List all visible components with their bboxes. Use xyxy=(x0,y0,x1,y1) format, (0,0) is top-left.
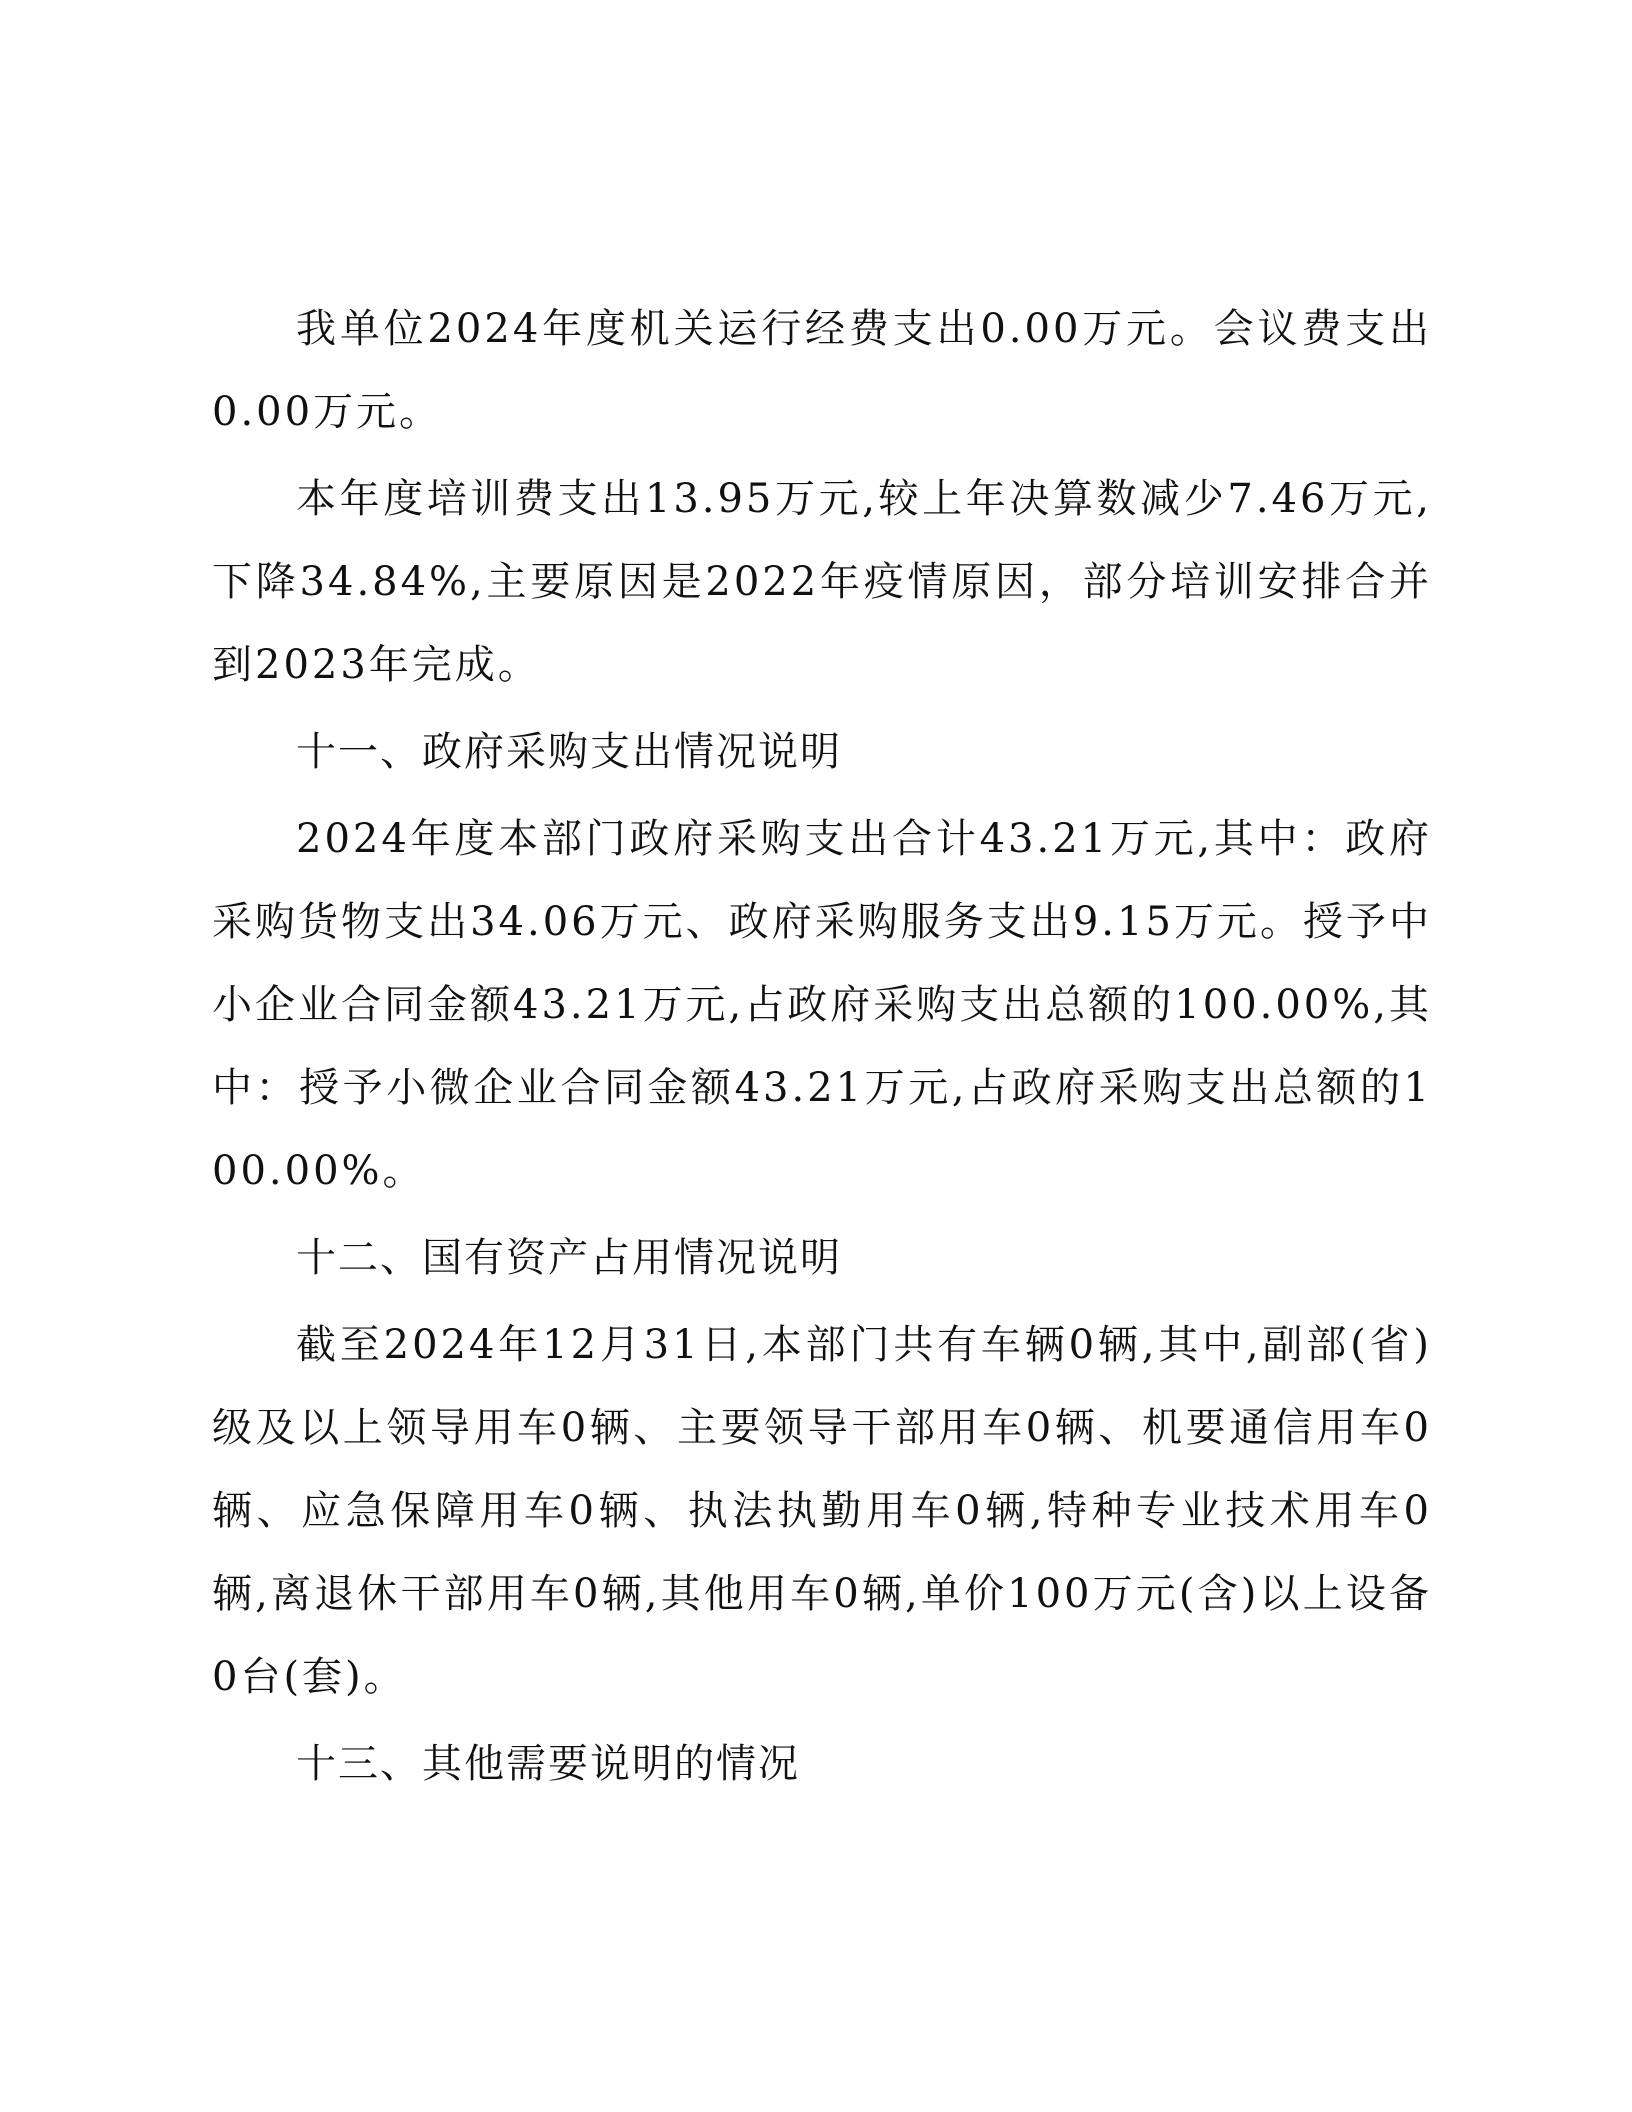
heading-state-assets: 十二、国有资产占用情况说明 xyxy=(296,1235,842,1281)
paragraph-training-expenses: 本年度培训费支出13.95万元,较上年决算数减少7.46万元,下降34.84%,主要原因是2022年疫情原因，部分培训安排合并到2023年完成。 xyxy=(212,476,1432,688)
heading-government-procurement: 十一、政府采购支出情况说明 xyxy=(296,729,842,775)
paragraph-state-assets: 截至2024年12月31日,本部门共有车辆0辆,其中,副部(省)级及以上领导用车0辆、主要领导干部用车0辆、机要通信用车0辆、应急保障用车0辆、执法执勤用车0辆,特种专业技术用车0辆,离退休干部用车0辆,其他用车0辆,单价100万元(含)以上设备0台(套)。 xyxy=(212,1322,1432,1700)
paragraph-operating-expenses: 我单位2024年度机关运行经费支出0.00万元。会议费支出0.00万元。 xyxy=(212,306,1432,435)
paragraph-government-procurement: 2024年度本部门政府采购支出合计43.21万元,其中：政府采购货物支出34.06万元、政府采购服务支出9.15万元。授予中小企业合同金额43.21万元,占政府采购支出总额的100.00%,其中：授予小微企业合同金额43.21万元,占政府采购支出总额的100.00%。 xyxy=(212,816,1432,1194)
heading-other-matters: 十三、其他需要说明的情况 xyxy=(296,1741,800,1787)
